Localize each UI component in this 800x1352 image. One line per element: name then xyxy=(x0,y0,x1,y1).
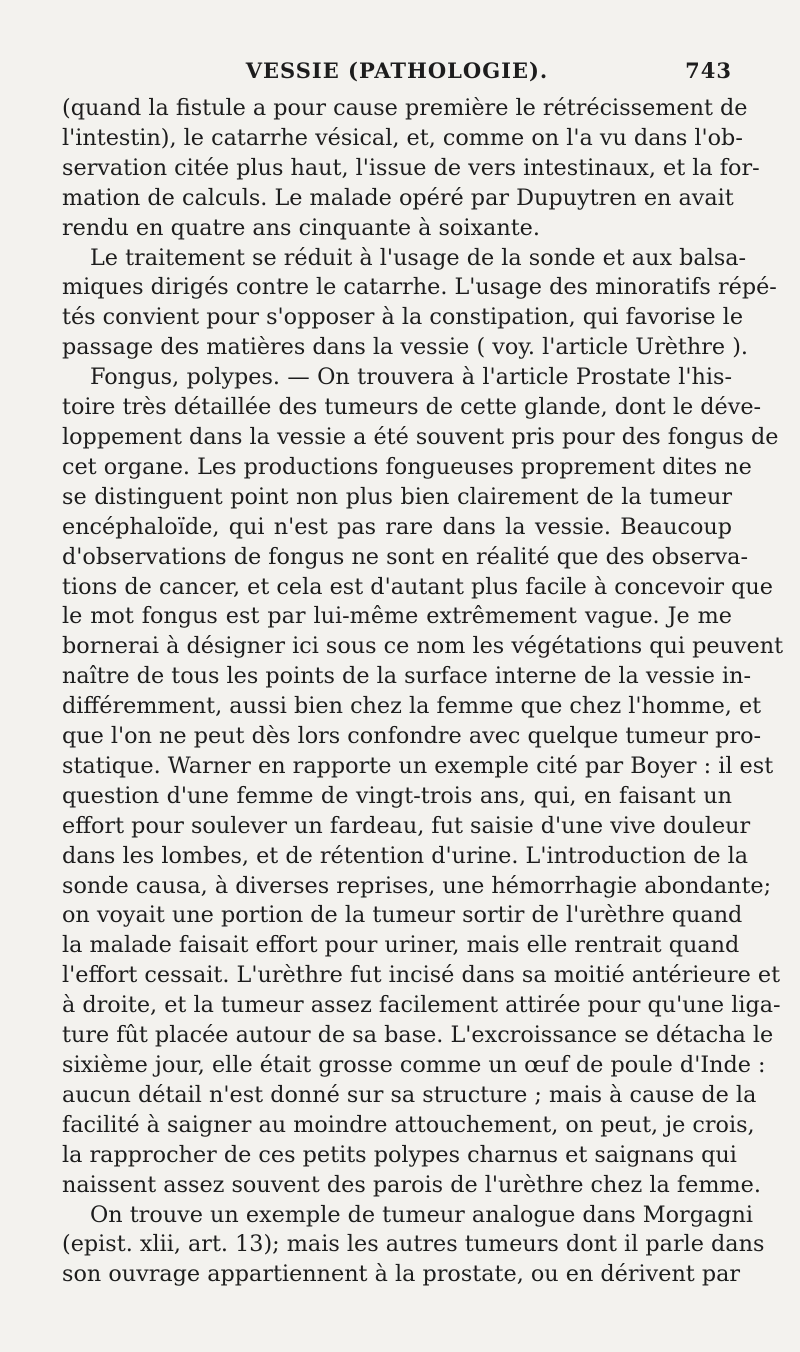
text-line: l'effort cessait. L'urèthre fut incisé dans sa moitié antérieure et xyxy=(62,962,781,989)
text-line: facilité à saigner au moindre attouchement, on peut, je crois, xyxy=(62,1111,755,1138)
text-line: dans les lombes, et de rétention d'urine. L'introduction de la xyxy=(62,842,749,869)
body-text xyxy=(62,94,784,1290)
text-line: différemment, aussi bien chez la femme que chez l'homme, et xyxy=(62,693,762,720)
text-line: aucun détail n'est donné sur sa structure ; mais à cause de la xyxy=(62,1081,757,1108)
text-line: ture fût placée autour de sa base. L'excroissance se détacha le xyxy=(62,1022,774,1049)
text-line: (quand la fistule a pour cause première le rétrécissement de xyxy=(62,95,748,121)
text-line: toire très détaillée des tumeurs de cette glande, dont le déve- xyxy=(62,394,762,421)
text-line: à droite, et la tumeur assez facilement attirée pour qu'une liga- xyxy=(62,992,781,1019)
text-line: Fongus, polypes. — On trouvera à l'article Prostate l'his- xyxy=(90,364,732,391)
text-line: se distinguent point non plus bien clairement de la tumeur xyxy=(62,483,732,510)
text-line: encéphaloïde, qui n'est pas rare dans la vessie. Beaucoup xyxy=(62,513,732,540)
running-head xyxy=(62,58,732,94)
text-line: que l'on ne peut dès lors confondre avec quelque tumeur pro- xyxy=(62,723,762,750)
text-line: naissent assez souvent des parois de l'urèthre chez la femme. xyxy=(62,1171,761,1198)
text-line: miques dirigés contre le catarrhe. L'usage des minoratifs répé- xyxy=(62,274,777,301)
text-line: tés convient pour s'opposer à la constipation, qui favorise le xyxy=(62,304,744,331)
text-line: Le traitement se réduit à l'usage de la sonde et aux balsa- xyxy=(90,244,747,271)
page-number: 743 xyxy=(685,58,732,83)
text-line: tions de cancer, et cela est d'autant plus facile à concevoir que xyxy=(62,573,773,600)
text-line: cet organe. Les productions fongueuses proprement dites ne xyxy=(62,453,752,480)
text-line: On trouve un exemple de tumeur analogue dans Morgagni xyxy=(90,1201,754,1228)
text-line: effort pour soulever un fardeau, fut saisie d'une vive douleur xyxy=(62,812,751,839)
text-line: son ouvrage appartiennent à la prostate, ou en dérivent par xyxy=(62,1261,741,1288)
text-line: loppement dans la vessie a été souvent pris pour des fongus de xyxy=(62,423,779,450)
text-line: question d'une femme de vingt-trois ans, qui, en faisant un xyxy=(62,782,732,809)
text-line: d'observations de fongus ne sont en réalité que des observa- xyxy=(62,543,748,570)
running-title: VESSIE (PATHOLOGIE). xyxy=(245,58,549,83)
text-line: sixième jour, elle était grosse comme un œuf de poule d'Inde : xyxy=(62,1052,766,1078)
text-line: servation citée plus haut, l'issue de vers intestinaux, et la for- xyxy=(62,154,760,181)
text-line: on voyait une portion de la tumeur sortir de l'urèthre quand xyxy=(62,902,743,929)
text-line: le mot fongus est par lui-même extrêmement vague. Je me xyxy=(62,603,732,630)
text-line: rendu en quatre ans cinquante à soixante. xyxy=(62,214,540,241)
text-line: mation de calculs. Le malade opéré par Dupuytren en avait xyxy=(62,184,734,211)
text-line: bornerai à désigner ici sous ce nom les végétations qui peuvent xyxy=(62,633,784,660)
text-line: sonde causa, à diverses reprises, une hémorrhagie abondante; xyxy=(62,872,772,899)
text-line: la malade faisait effort pour uriner, mais elle rentrait quand xyxy=(62,932,740,959)
text-line: naître de tous les points de la surface interne de la vessie in- xyxy=(62,663,752,690)
text-line: (epist. xlii, art. 13); mais les autres tumeurs dont il parle dans xyxy=(62,1231,765,1258)
text-line: statique. Warner en rapporte un exemple cité par Boyer : il est xyxy=(62,752,774,779)
text-line: l'intestin), le catarrhe vésical, et, comme on l'a vu dans l'ob- xyxy=(62,124,743,151)
text-line: la rapprocher de ces petits polypes charnus et saignans qui xyxy=(62,1141,737,1168)
text-line: passage des matières dans la vessie ( voy. l'article Urèthre ). xyxy=(62,334,748,361)
